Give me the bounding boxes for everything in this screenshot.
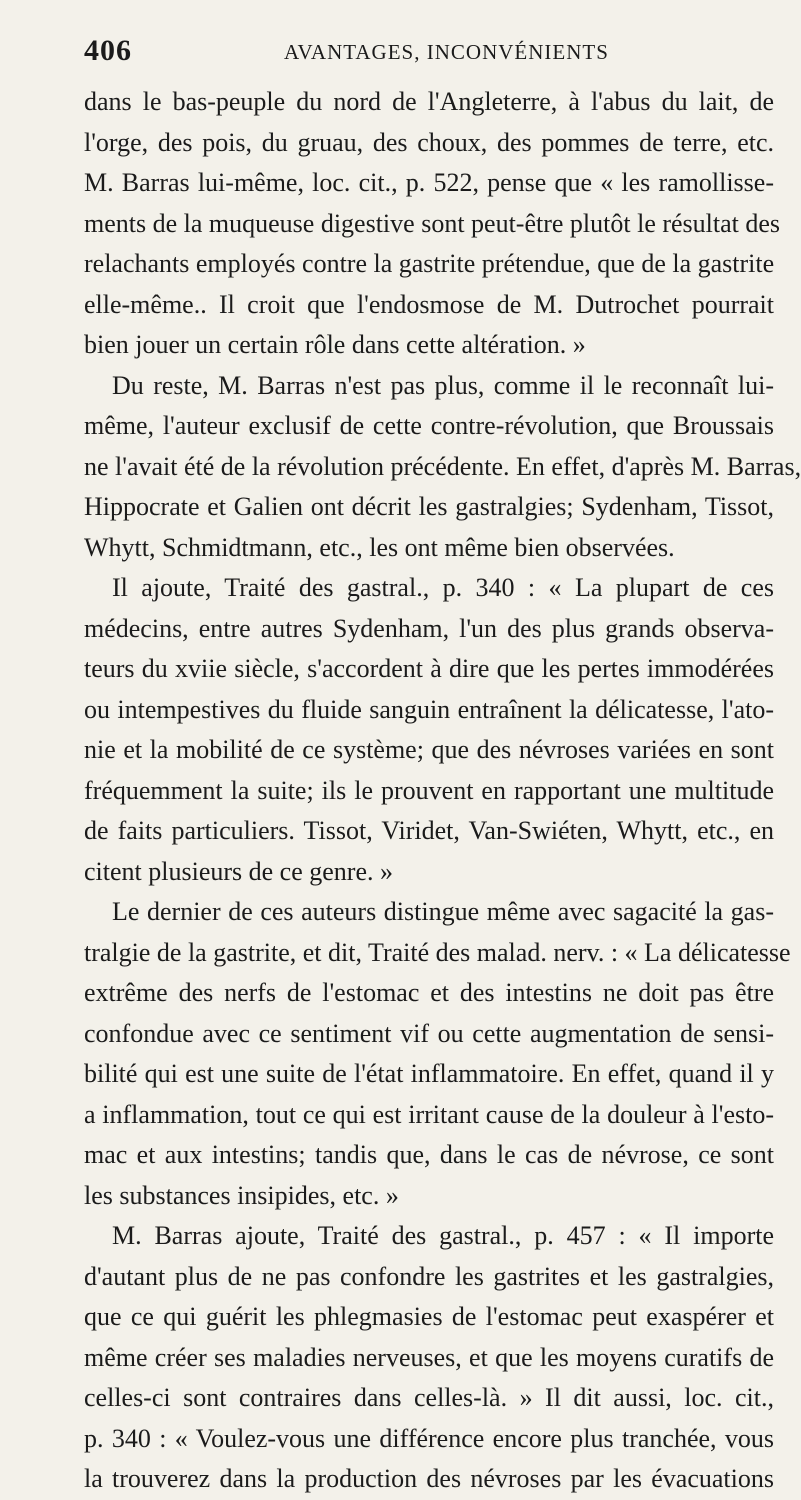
text-line: p. 340 : « Voulez-vous une différence encore plus tranchée, vous <box>84 1423 774 1453</box>
text-line: dans le bas-peuple du nord de l'Angleterre, à l'abus du lait, de <box>84 87 774 116</box>
text-line: celles-ci sont contraires dans celles-là. » Il dit aussi, loc. cit., <box>84 1383 774 1412</box>
text-line: confondue avec ce sentiment vif ou cette augmentation de sensi- <box>84 1018 774 1048</box>
text-line: Du reste, M. Barras n'est pas plus, comme il le reconnaît lui- <box>112 370 774 400</box>
text-line: Il ajoute, Traité des gastral., p. 340 : « La plupart de ces <box>112 573 774 602</box>
text-line: extrême des nerfs de l'estomac et des intestins ne doit pas être <box>84 978 774 1007</box>
text-line: teurs du xviie siècle, s'accordent à dire que les pertes immodérées <box>84 654 774 683</box>
text-line: de faits particuliers. Tissot, Viridet, Van-Swiéten, Whytt, etc., en <box>84 816 774 845</box>
text-line: l'orge, des pois, du gruau, des choux, des pommes de terre, etc. <box>84 127 774 157</box>
text-line: les substances insipides, etc. » <box>84 1180 399 1210</box>
running-title: AVANTAGES, INCONVÉNIENTS <box>284 40 609 64</box>
text-line: Le dernier de ces auteurs distingue même avec sagacité la gas- <box>112 897 774 926</box>
text-line: la trouverez dans la production des névroses par les évacuations <box>84 1464 774 1493</box>
text-line: nie et la mobilité de ce système; que des névroses variées en sont <box>84 735 774 764</box>
text-line: relachants employés contre la gastrite prétendue, que de la gastrite <box>84 249 775 278</box>
text-line: ne l'avait été de la révolution précédente. En effet, d'après M. Barras, <box>84 451 801 481</box>
body-text <box>84 82 801 1500</box>
text-line: tralgie de la gastrite, et dit, Traité des malad. nerv. : « La délicatesse <box>84 937 791 967</box>
text-line: ou intempestives du fluide sanguin entraînent la délicatesse, l'ato- <box>84 694 774 724</box>
text-line: même, l'auteur exclusif de cette contre-révolution, que Broussais <box>84 411 774 440</box>
text-line: Whytt, Schmidtmann, etc., les ont même bien observées. <box>84 532 675 562</box>
text-line: M. Barras ajoute, Traité des gastral., p. 457 : « Il importe <box>112 1221 774 1250</box>
text-line: même créer ses maladies nerveuses, et que les moyens curatifs de <box>84 1342 774 1372</box>
text-line: a inflammation, tout ce qui est irritant cause de la douleur à l'esto- <box>84 1099 774 1129</box>
page-header <box>84 34 774 74</box>
text-line: que ce qui guérit les phlegmasies de l'estomac peut exaspérer et <box>84 1302 774 1331</box>
text-line: elle-même.. Il croit que l'endosmose de M. Dutrochet pourrait <box>84 289 774 319</box>
text-line: fréquemment la suite; ils le prouvent en rapportant une multitude <box>84 775 774 805</box>
page-number: 406 <box>84 34 132 67</box>
text-line: médecins, entre autres Sydenham, l'un des plus grands observa- <box>84 613 774 643</box>
text-line: mac et aux intestins; tandis que, dans le cas de névrose, ce sont <box>84 1140 774 1169</box>
text-line: M. Barras lui-même, loc. cit., p. 522, pense que « les ramollisse- <box>84 168 774 197</box>
text-line: ments de la muqueuse digestive sont peut-être plutôt le résultat des <box>84 208 781 238</box>
text-line: citent plusieurs de ce genre. » <box>84 856 393 886</box>
text-line: bien jouer un certain rôle dans cette altération. » <box>84 330 586 359</box>
text-line: d'autant plus de ne pas confondre les gastrites et les gastralgies, <box>84 1261 774 1291</box>
text-line: bilité qui est une suite de l'état inflammatoire. En effet, quand il y <box>84 1059 774 1088</box>
text-line: Hippocrate et Galien ont décrit les gastralgies; Sydenham, Tissot, <box>84 492 774 521</box>
